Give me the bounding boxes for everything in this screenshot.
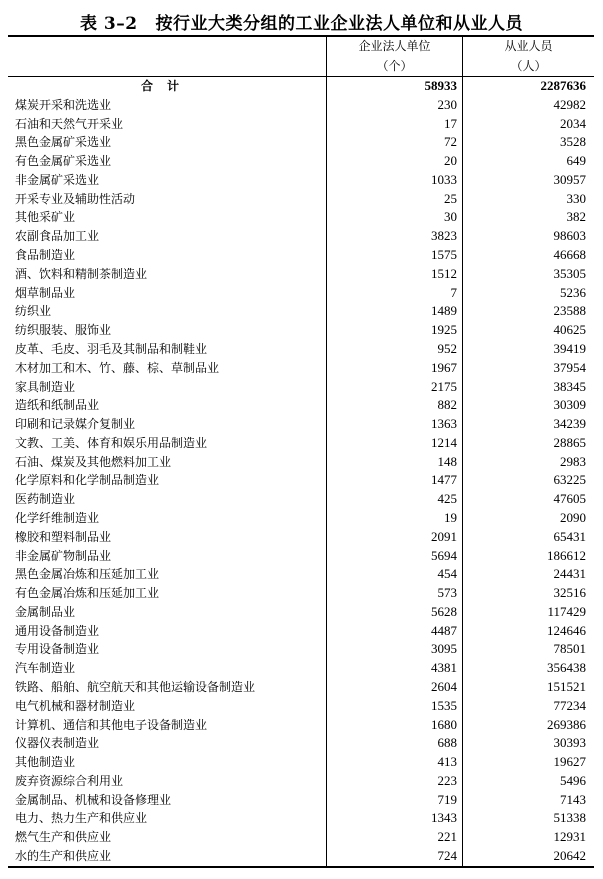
table-row	[8, 490, 594, 509]
employees-value: 39419	[463, 340, 595, 359]
employees-value: 47605	[463, 490, 595, 509]
units-value: 1512	[327, 265, 463, 284]
table-row	[8, 115, 594, 134]
employees-value: 19627	[463, 753, 595, 772]
units-value: 7	[327, 284, 463, 303]
industry-label: 专用设备制造业	[15, 642, 100, 657]
units-value: 1477	[327, 471, 463, 490]
industry-label: 烟草制品业	[15, 285, 76, 300]
industry-label: 医药制造业	[15, 492, 76, 507]
table-number: 表 3–2	[79, 14, 138, 34]
industry-label: 农副食品加工业	[15, 229, 100, 244]
industry-label: 仪器仪表制造业	[15, 736, 100, 751]
employees-value: 5236	[463, 284, 595, 303]
total-label: 合计	[140, 79, 193, 93]
units-value: 5628	[327, 603, 463, 622]
employees-value: 649	[463, 152, 595, 171]
industry-label: 黑色金属冶炼和压延加工业	[15, 567, 160, 582]
industry-label: 家具制造业	[15, 379, 76, 394]
industry-label: 造纸和纸制品业	[15, 398, 100, 413]
employees-value: 37954	[463, 359, 595, 378]
units-value: 148	[327, 453, 463, 472]
employees-value: 5496	[463, 772, 595, 791]
table-row	[8, 622, 594, 641]
units-value: 1343	[327, 809, 463, 828]
table-row	[8, 453, 594, 472]
table-row	[8, 415, 594, 434]
employees-value: 3528	[463, 133, 595, 152]
employees-value: 7143	[463, 791, 595, 810]
units-value: 20	[327, 152, 463, 171]
units-value: 1967	[327, 359, 463, 378]
table-row	[8, 753, 594, 772]
units-value: 882	[327, 396, 463, 415]
units-value: 223	[327, 772, 463, 791]
employees-value: 28865	[463, 434, 595, 453]
units-value: 5694	[327, 547, 463, 566]
industry-label: 汽车制造业	[15, 661, 76, 676]
employees-value: 330	[463, 190, 595, 209]
industry-label: 黑色金属矿采选业	[15, 135, 112, 150]
industry-label: 食品制造业	[15, 248, 76, 263]
industry-label: 印刷和记录媒介复制业	[15, 417, 136, 432]
units-value: 1925	[327, 321, 463, 340]
employees-value: 35305	[463, 265, 595, 284]
total-employees: 2287636	[463, 77, 595, 96]
employees-value: 12931	[463, 828, 595, 847]
units-value: 454	[327, 565, 463, 584]
industry-label: 石油和天然气开采业	[15, 116, 124, 131]
table-row	[8, 716, 594, 735]
table-row	[8, 471, 594, 490]
units-value: 573	[327, 584, 463, 603]
table-row	[8, 847, 594, 867]
table-title	[0, 9, 603, 34]
table-row	[8, 809, 594, 828]
industry-label: 有色金属冶炼和压延加工业	[15, 586, 160, 601]
employees-value: 117429	[463, 603, 595, 622]
units-value: 4381	[327, 659, 463, 678]
table-row	[8, 359, 594, 378]
employees-value: 356438	[463, 659, 595, 678]
header-blank	[8, 57, 327, 77]
units-value: 1033	[327, 171, 463, 190]
units-value: 1535	[327, 697, 463, 716]
table-row	[8, 509, 594, 528]
industry-label: 石油、煤炭及其他燃料加工业	[15, 454, 172, 469]
table-row	[8, 265, 594, 284]
units-value: 719	[327, 791, 463, 810]
units-value: 1489	[327, 302, 463, 321]
table-row	[8, 791, 594, 810]
units-value: 4487	[327, 622, 463, 641]
industry-label: 有色金属矿采选业	[15, 154, 112, 169]
industry-label: 计算机、通信和其他电子设备制造业	[15, 717, 208, 732]
table-row	[8, 434, 594, 453]
industry-table	[8, 35, 594, 868]
table-row	[8, 828, 594, 847]
units-value: 952	[327, 340, 463, 359]
employees-value: 186612	[463, 547, 595, 566]
industry-label: 纺织业	[15, 304, 52, 319]
header-employees-unit: （人）	[463, 57, 595, 77]
table-row	[8, 734, 594, 753]
units-value: 1680	[327, 716, 463, 735]
industry-label: 化学纤维制造业	[15, 510, 100, 525]
industry-label: 铁路、船舶、航空航天和其他运输设备制造业	[15, 680, 256, 694]
total-row	[8, 77, 594, 96]
table-row	[8, 246, 594, 265]
table-row	[8, 171, 594, 190]
header-blank	[8, 36, 327, 57]
industry-label: 化学原料和化学制品制造业	[15, 473, 160, 488]
industry-label: 金属制品、机械和设备修理业	[15, 792, 172, 807]
industry-label: 开采专业及辅助性活动	[15, 191, 136, 206]
industry-label: 电力、热力生产和供应业	[15, 811, 148, 826]
industry-label: 酒、饮料和精制茶制造业	[15, 266, 148, 281]
header-employees: 从业人员	[463, 36, 595, 57]
industry-label: 其他采矿业	[15, 210, 76, 225]
table-row	[8, 284, 594, 303]
table-row	[8, 227, 594, 246]
units-value: 221	[327, 828, 463, 847]
table-row	[8, 378, 594, 397]
units-value: 17	[327, 115, 463, 134]
employees-value: 98603	[463, 227, 595, 246]
table-row	[8, 152, 594, 171]
units-value: 72	[327, 133, 463, 152]
units-value: 413	[327, 753, 463, 772]
table-row	[8, 772, 594, 791]
units-value: 1214	[327, 434, 463, 453]
table-row	[8, 302, 594, 321]
employees-value: 42982	[463, 96, 595, 115]
industry-label: 木材加工和木、竹、藤、棕、草制品业	[15, 360, 220, 375]
industry-label: 废弃资源综合利用业	[15, 773, 124, 788]
employees-value: 2983	[463, 453, 595, 472]
units-value: 425	[327, 490, 463, 509]
employees-value: 151521	[463, 678, 595, 697]
table-row	[8, 190, 594, 209]
industry-label: 电气机械和器材制造业	[15, 698, 136, 713]
units-value: 2091	[327, 528, 463, 547]
employees-value: 124646	[463, 622, 595, 641]
table-row	[8, 396, 594, 415]
employees-value: 24431	[463, 565, 595, 584]
table-row	[8, 528, 594, 547]
units-value: 1575	[327, 246, 463, 265]
units-value: 3095	[327, 640, 463, 659]
table-title-text: 按行业大类分组的工业企业法人单位和从业人员	[155, 14, 524, 34]
industry-label: 燃气生产和供应业	[15, 830, 112, 845]
header-units: 企业法人单位	[327, 36, 463, 57]
units-value: 3823	[327, 227, 463, 246]
industry-label: 非金属矿采选业	[15, 172, 100, 187]
table-row	[8, 640, 594, 659]
employees-value: 40625	[463, 321, 595, 340]
employees-value: 34239	[463, 415, 595, 434]
table-row	[8, 603, 594, 622]
table-row	[8, 96, 594, 115]
employees-value: 63225	[463, 471, 595, 490]
industry-label: 通用设备制造业	[15, 623, 100, 638]
industry-label: 水的生产和供应业	[15, 849, 112, 864]
industry-label: 金属制品业	[15, 604, 76, 619]
employees-value: 32516	[463, 584, 595, 603]
employees-value: 2034	[463, 115, 595, 134]
table-row	[8, 565, 594, 584]
employees-value: 269386	[463, 716, 595, 735]
employees-value: 30309	[463, 396, 595, 415]
employees-value: 65431	[463, 528, 595, 547]
total-units: 58933	[327, 77, 463, 96]
table-row	[8, 133, 594, 152]
employees-value: 30957	[463, 171, 595, 190]
units-value: 2604	[327, 678, 463, 697]
units-value: 2175	[327, 378, 463, 397]
industry-label: 非金属矿物制品业	[15, 548, 112, 563]
employees-value: 78501	[463, 640, 595, 659]
units-value: 724	[327, 847, 463, 867]
units-value: 30	[327, 208, 463, 227]
employees-value: 51338	[463, 809, 595, 828]
employees-value: 30393	[463, 734, 595, 753]
units-value: 688	[327, 734, 463, 753]
industry-label: 煤炭开采和洗选业	[15, 97, 112, 112]
employees-value: 382	[463, 208, 595, 227]
industry-label: 纺织服装、服饰业	[15, 323, 112, 338]
employees-value: 23588	[463, 302, 595, 321]
table-row	[8, 659, 594, 678]
employees-value: 38345	[463, 378, 595, 397]
table-row	[8, 208, 594, 227]
units-value: 25	[327, 190, 463, 209]
table-row	[8, 340, 594, 359]
header-units-unit: （个）	[327, 57, 463, 77]
employees-value: 20642	[463, 847, 595, 867]
units-value: 1363	[327, 415, 463, 434]
industry-label: 其他制造业	[15, 755, 76, 770]
table-row	[8, 547, 594, 566]
table-row	[8, 584, 594, 603]
industry-label: 皮革、毛皮、羽毛及其制品和制鞋业	[15, 341, 208, 356]
units-value: 230	[327, 96, 463, 115]
table-row	[8, 697, 594, 716]
industry-label: 橡胶和塑料制品业	[15, 529, 112, 544]
table-row	[8, 321, 594, 340]
employees-value: 2090	[463, 509, 595, 528]
units-value: 19	[327, 509, 463, 528]
employees-value: 46668	[463, 246, 595, 265]
table-row	[8, 678, 594, 697]
industry-label: 文教、工美、体育和娱乐用品制造业	[15, 435, 208, 450]
employees-value: 77234	[463, 697, 595, 716]
